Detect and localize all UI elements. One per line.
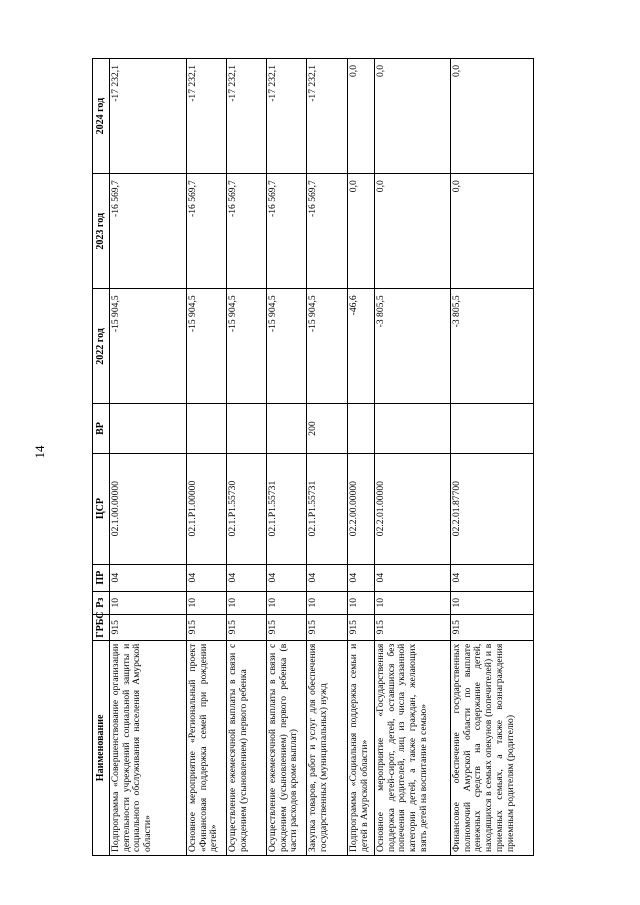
row-2024: 0,0 <box>451 59 534 174</box>
row-name: Финансовое обеспечение государственных полномочий Амурской области по выплате денежных средств на содержание детей, находящихся в семьях опекунов (попечителей) и в приемных семьях, а также вознаграждения приемным родителям (родителю) <box>451 640 534 855</box>
budget-table <box>92 58 534 856</box>
header-2022: 2022 год <box>93 289 110 404</box>
row-grbs: 915 <box>110 614 187 640</box>
header-name: Наименование <box>93 640 110 855</box>
row-pr: 04 <box>267 564 307 591</box>
row-2024: -17 232,1 <box>227 59 267 174</box>
row-rz: 10 <box>307 591 348 614</box>
row-vr <box>375 404 451 453</box>
row-name: Подпрограмма «Социальная поддержка семьи и детей в Амурской области» <box>348 640 375 855</box>
row-pr: 04 <box>307 564 348 591</box>
row-vr: 200 <box>307 404 348 453</box>
row-name: Закупка товаров, работ и услуг для обеспечения государственных (муниципальных) нужд <box>307 640 348 855</box>
row-2024: -17 232,1 <box>187 59 227 174</box>
row-grbs: 915 <box>451 614 534 640</box>
row-2022: -46,6 <box>348 289 375 404</box>
row-name: Основное мероприятие «Государственная поддержка детей-сирот, детей, оставшихся без попечения родителей, лиц из числа указанной категории детей, а также граждан, желающих взять детей на воспитание в семью» <box>375 640 451 855</box>
row-name: Осуществление ежемесячной выплаты в связи с рождением (усыновлением) первого ребенка (в части расходов кроме выплат) <box>267 640 307 855</box>
row-grbs: 915 <box>375 614 451 640</box>
row-2024: -17 232,1 <box>110 59 187 174</box>
row-grbs: 915 <box>307 614 348 640</box>
row-rz: 10 <box>227 591 267 614</box>
row-rz: 10 <box>110 591 187 614</box>
row-pr: 04 <box>110 564 187 591</box>
row-rz: 10 <box>375 591 451 614</box>
row-2023: -16 569,7 <box>267 174 307 289</box>
table-row <box>187 59 227 856</box>
row-2022: -3 805,5 <box>375 289 451 404</box>
row-grbs: 915 <box>227 614 267 640</box>
row-2024: -17 232,1 <box>267 59 307 174</box>
header-2023: 2023 год <box>93 174 110 289</box>
row-2023: -16 569,7 <box>307 174 348 289</box>
row-vr <box>451 404 534 453</box>
row-rz: 10 <box>187 591 227 614</box>
row-2022: -15 904,5 <box>307 289 348 404</box>
row-csr: 02.2.00.00000 <box>348 453 375 564</box>
table-header-row <box>93 59 110 856</box>
row-rz: 10 <box>348 591 375 614</box>
row-csr: 02.1.P1.55731 <box>307 453 348 564</box>
row-2022: -15 904,5 <box>267 289 307 404</box>
row-2023: 0,0 <box>451 174 534 289</box>
row-vr <box>267 404 307 453</box>
row-grbs: 915 <box>348 614 375 640</box>
row-rz: 10 <box>267 591 307 614</box>
row-2022: -3 805,5 <box>451 289 534 404</box>
row-grbs: 915 <box>267 614 307 640</box>
table-row <box>348 59 375 856</box>
row-2023: -16 569,7 <box>227 174 267 289</box>
row-csr: 02.1.P1.00000 <box>187 453 227 564</box>
row-2022: -15 904,5 <box>227 289 267 404</box>
row-vr <box>348 404 375 453</box>
row-vr <box>110 404 187 453</box>
row-csr: 02.1.P1.55730 <box>227 453 267 564</box>
row-name: Основное мероприятие «Региональный проект «Финансовая поддержка семей при рождении детей» <box>187 640 227 855</box>
header-pr: ПР <box>93 564 110 591</box>
table-row <box>451 59 534 856</box>
row-name: Подпрограмма «Совершенствование организации деятельности учреждений социальной защиты и социального обслуживания населения Амурской области» <box>110 640 187 855</box>
row-2023: 0,0 <box>375 174 451 289</box>
row-pr: 04 <box>187 564 227 591</box>
row-name: Осуществление ежемесячной выплаты в связи с рождением (усыновлением) первого ребенка <box>227 640 267 855</box>
header-grbs: ГРБС <box>93 614 110 640</box>
row-pr: 04 <box>348 564 375 591</box>
row-2023: 0,0 <box>348 174 375 289</box>
row-csr: 02.2.01.87700 <box>451 453 534 564</box>
rotated-table-container <box>92 58 533 856</box>
row-pr: 04 <box>227 564 267 591</box>
table-row <box>375 59 451 856</box>
row-pr: 04 <box>375 564 451 591</box>
row-csr: 02.1.P1.55731 <box>267 453 307 564</box>
row-2022: -15 904,5 <box>187 289 227 404</box>
row-2023: -16 569,7 <box>110 174 187 289</box>
row-rz: 10 <box>451 591 534 614</box>
table-row <box>227 59 267 856</box>
table-row <box>267 59 307 856</box>
row-2024: 0,0 <box>348 59 375 174</box>
row-vr <box>227 404 267 453</box>
row-2022: -15 904,5 <box>110 289 187 404</box>
row-grbs: 915 <box>187 614 227 640</box>
table-row <box>307 59 348 856</box>
row-pr: 04 <box>451 564 534 591</box>
row-2023: -16 569,7 <box>187 174 227 289</box>
row-csr: 02.1.00.00000 <box>110 453 187 564</box>
page-number: 14 <box>32 445 47 459</box>
row-vr <box>187 404 227 453</box>
header-2024: 2024 год <box>93 59 110 174</box>
row-2024: -17 232,1 <box>307 59 348 174</box>
row-csr: 02.2.01.00000 <box>375 453 451 564</box>
table-row <box>110 59 187 856</box>
header-csr: ЦСР <box>93 453 110 564</box>
row-2024: 0,0 <box>375 59 451 174</box>
header-vr: ВР <box>93 404 110 453</box>
header-rz: Рз <box>93 591 110 614</box>
